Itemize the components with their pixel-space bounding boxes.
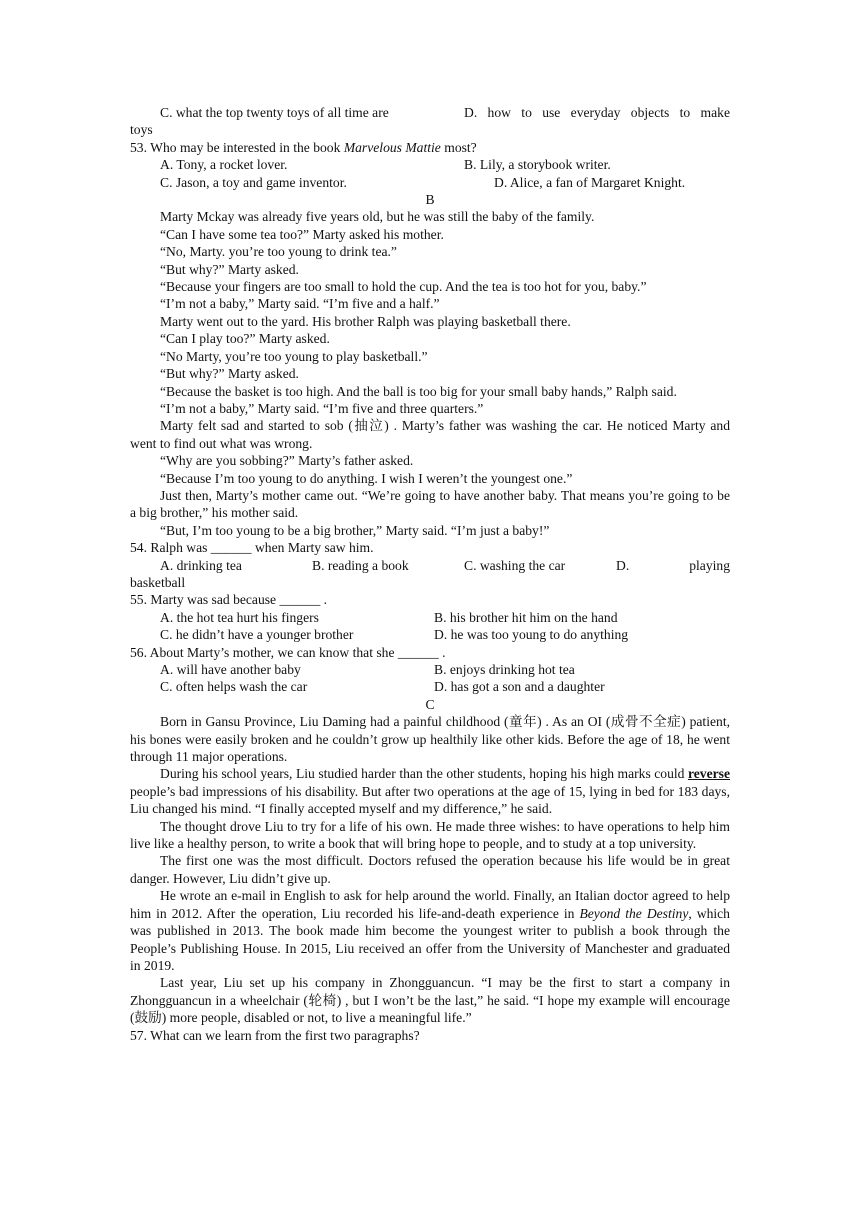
q53-options-ab	[130, 156, 730, 173]
exam-page	[130, 104, 730, 1044]
q55-option-a: A. the hot tea hurt his fingers	[160, 609, 319, 625]
q53-option-d: D. Alice, a fan of Margaret Knight.	[494, 174, 686, 190]
q56-stem: 56. About Marty’s mother, we can know that she ______ .	[130, 644, 446, 660]
q52-option-c: C. what the top twenty toys of all time are	[160, 105, 389, 120]
q55-option-c: C. he didn’t have a younger brother	[160, 627, 354, 643]
passage-b-line: “But why?” Marty asked.	[160, 261, 299, 277]
q56-options-cd	[130, 678, 730, 695]
q56-option-a: A. will have another baby	[160, 662, 301, 677]
passage-b-paragraph: Just then, Marty’s mother came out. “We’re going to have another baby. That means you’re going to be a big brother,” his mother said.	[130, 487, 730, 521]
q52-option-d: D. how to use everyday objects to make	[464, 105, 730, 120]
q52-options-cd	[130, 104, 730, 121]
passage-b-line: “I’m not a baby,” Marty said. “I’m five and three quarters.”	[160, 400, 484, 416]
passage-c-paragraph-1: Born in Gansu Province, Liu Daming had a painful childhood (童年) . As an OI (成骨不全症) patient, his bones were easily broken and he couldn’t grow up healthily like other kids. Before the age of 18, he went through 11 major operations.	[130, 714, 730, 765]
passage-b-line: Marty went out to the yard. His brother Ralph was playing basketball there.	[160, 313, 571, 329]
q54-options	[130, 557, 730, 574]
book-title: Beyond the Destiny	[579, 905, 689, 921]
q57-stem: 57. What can we learn from the first two paragraphs?	[130, 1027, 420, 1043]
passage-c-paragraph-4: The first one was the most difficult. Doctors refused the operation because his life would be in great danger. However, Liu didn’t give up.	[130, 853, 730, 886]
q54-stem: 54. Ralph was ______ when Marty saw him.	[130, 540, 374, 556]
passage-c-paragraph-2: During his school years, Liu studied harder than the other students, hoping his high marks could reverse people’s bad impressions of his disability. But after two operations at the age of 15, lying in bed for 183 days, Liu changed his mind. “I finally accepted myself and my difference,” he said.	[130, 766, 730, 817]
passage-b-line: “Because your fingers are too small to hold the cup. And the tea is too hot for you, baby.”	[160, 279, 647, 295]
passage-b-line: “But, I’m too young to be a big brother,” Marty said. “I’m just a baby!”	[160, 522, 550, 538]
passage-c-paragraph-5: He wrote an e-mail in English to ask for help around the world. Finally, an Italian doctor agreed to help him in 2012. After the operation, Liu recorded his life-and-death experience in Beyond the Destiny, which was published in 2013. The book made him become the youngest writer to publish a book through the People’s Publishing House. In 2015, Liu received an offer from the University of Manchester and graduated in 2019.	[130, 888, 730, 973]
q54-option-a: A. drinking tea	[160, 557, 242, 573]
q55-stem: 55. Marty was sad because ______ .	[130, 592, 328, 608]
passage-b-line: “Because I’m too young to do anything. I wish I weren’t the youngest one.”	[160, 470, 573, 486]
passage-b-line: “But why?” Marty asked.	[160, 366, 299, 382]
q54-option-d: D. playing	[616, 557, 730, 573]
q56-options-ab	[130, 661, 730, 678]
q55-option-d: D. he was too young to do anything	[434, 627, 629, 643]
passage-c-paragraph-6: Last year, Liu set up his company in Zhongguancun. “I may be the first to start a company in Zhongguancun in a wheelchair (轮椅) , but I won’t be the last,” he said. “I hope my example will encourage (鼓励) more people, disabled or not, to live a meaningful life.”	[130, 975, 730, 1026]
q56-option-b: B. enjoys drinking hot tea	[434, 662, 575, 677]
passage-b-paragraph: “Because the basket is too high. And the ball is too big for your small baby hands,” Ralph said.	[160, 383, 677, 399]
q53-option-c: C. Jason, a toy and game inventor.	[160, 174, 347, 190]
q53-option-b: B. Lily, a storybook writer.	[464, 157, 611, 173]
passage-b-line: “No Marty, you’re too young to play basketball.”	[160, 348, 428, 364]
q55-option-b: B. his brother hit him on the hand	[434, 609, 618, 625]
passage-b-line: Marty Mckay was already five years old, but he was still the baby of the family.	[160, 209, 595, 225]
passage-b-label: B	[425, 192, 435, 208]
key-word: reverse	[687, 766, 730, 782]
passage-b-line: “Can I play too?” Marty asked.	[160, 331, 330, 347]
q56-option-c: C. often helps wash the car	[160, 679, 308, 695]
q53-option-a: A. Tony, a rocket lover.	[160, 157, 288, 173]
q56-option-d: D. has got a son and a daughter	[434, 679, 605, 695]
q54-option-c: C. washing the car	[464, 557, 566, 573]
passage-b-paragraph: Marty felt sad and started to sob (抽泣) . Marty’s father was washing the car. He noticed Marty and went to find out what was wrong.	[130, 418, 730, 451]
passage-b-line: “No, Marty. you’re too young to drink tea.”	[160, 244, 397, 260]
passage-b-line: “Can I have some tea too?” Marty asked his mother.	[160, 226, 444, 242]
q53-stem: 53. Who may be interested in the book Marvelous Mattie most?	[130, 139, 477, 155]
passage-b-line: “Why are you sobbing?” Marty’s father asked.	[160, 453, 414, 469]
passage-b-line: “I’m not a baby,” Marty said. “I’m five and a half.”	[160, 296, 440, 312]
q55-options-cd	[130, 626, 730, 643]
book-title: Marvelous Mattie	[343, 139, 441, 155]
q53-options-cd	[130, 174, 730, 191]
q55-options-ab	[130, 609, 730, 626]
q52-option-d-wrap: toys	[130, 122, 153, 138]
q54-option-b: B. reading a book	[312, 557, 409, 573]
q54-option-d-wrap: basketball	[130, 574, 186, 590]
passage-c-paragraph-3: The thought drove Liu to try for a life of his own. He made three wishes: to have operations to help him live like a healthy person, to write a book that will bring hope to people, and to study at a top university.	[130, 818, 730, 852]
passage-c-label: C	[425, 696, 435, 712]
